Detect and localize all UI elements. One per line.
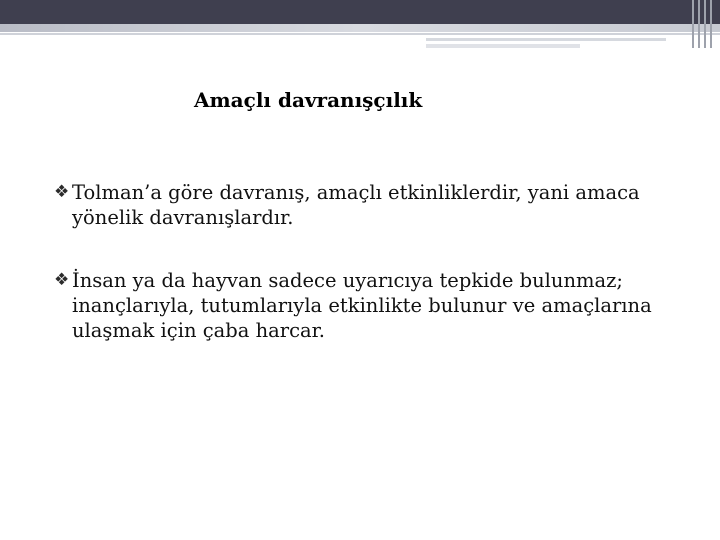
header-stripe: [0, 33, 720, 35]
bullet-item: [54, 268, 694, 343]
header-stripe-short: [426, 38, 666, 41]
header-band: [0, 0, 720, 24]
bullet-item: [54, 180, 694, 230]
bullet-text: Tolman’a göre davranış, amaçlı etkinliklerdir, yani amaca yönelik davranışlardır.: [72, 181, 640, 229]
corner-ornament: [690, 0, 720, 48]
diamond-bullet-icon: ❖: [54, 182, 70, 202]
header-shade: [0, 24, 720, 32]
header-stripe-shorter: [426, 44, 580, 48]
bullet-text: İnsan ya da hayvan sadece uyarıcıya tepkide bulunmaz; inançlarıyla, tutumlarıyla etkinlikte bulunur ve amaçlarına ulaşmak için çaba harcar.: [72, 269, 652, 342]
slide-title: Amaçlı davranışçılık: [194, 88, 423, 112]
diamond-bullet-icon: ❖: [54, 270, 70, 290]
bullet-list: [54, 180, 694, 381]
